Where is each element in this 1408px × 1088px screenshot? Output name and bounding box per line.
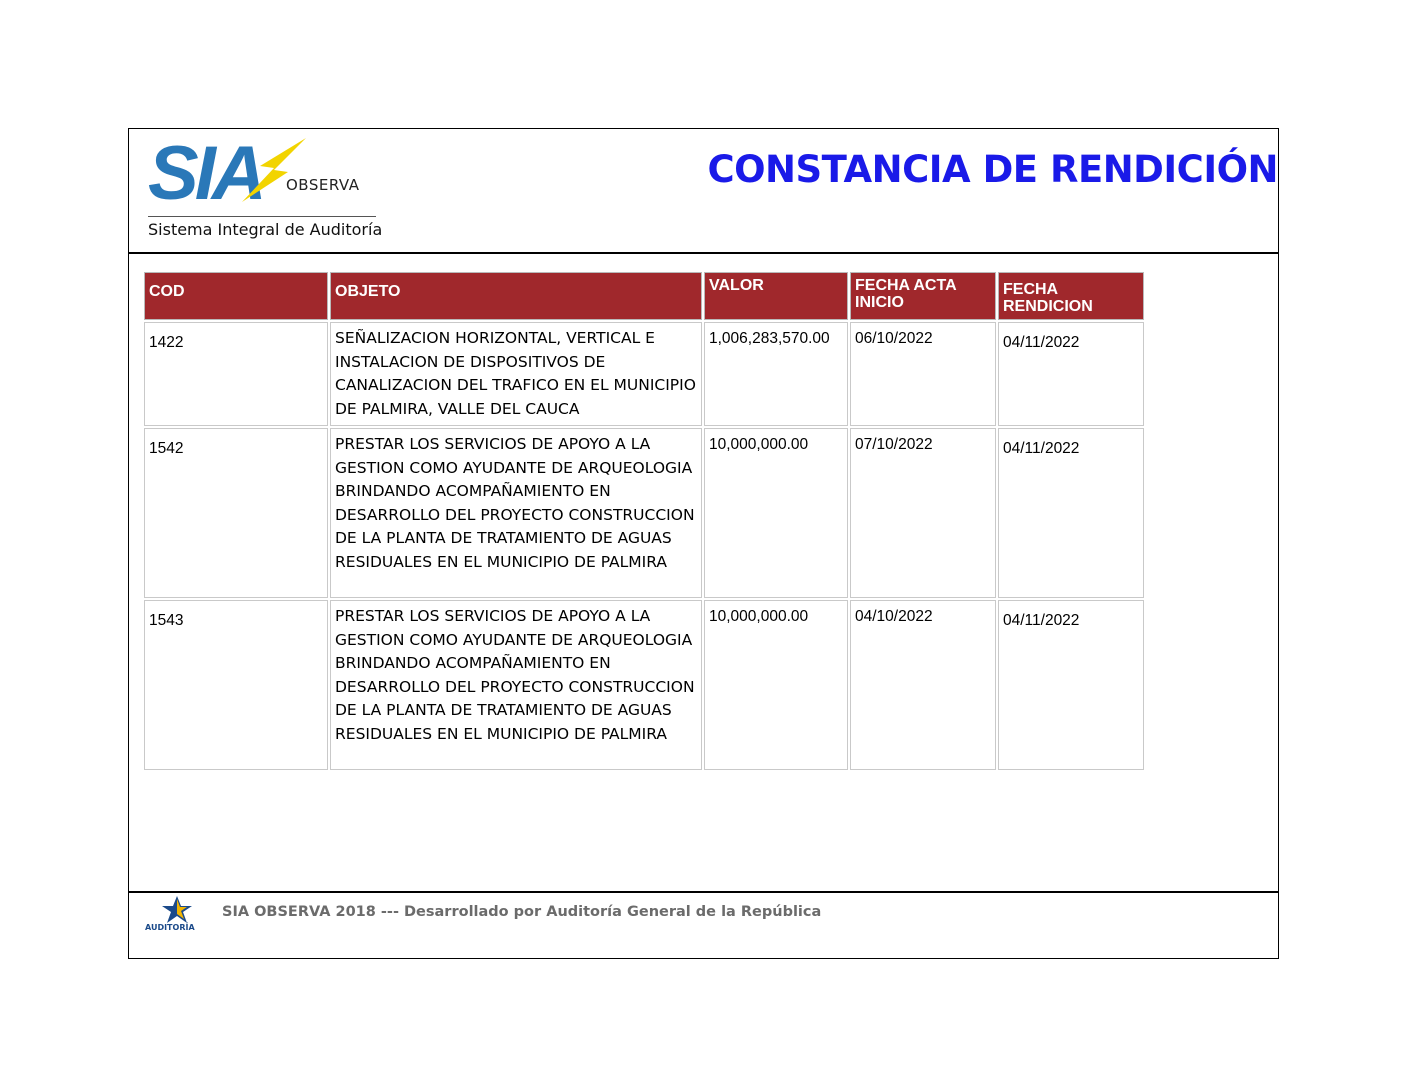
cell-valor: 10,000,000.00 [704,600,848,770]
lightning-bolt-icon [240,136,310,206]
auditoria-logo [145,895,205,945]
cell-cod: 1542 [144,428,328,598]
auditoria-star-icon [157,895,197,925]
sia-observa-logo [148,131,388,244]
header-divider [128,252,1279,254]
column-header-objeto: OBJETO [330,272,702,320]
cell-fecha-rendicion: 04/11/2022 [998,600,1144,770]
cell-cod: 1543 [144,600,328,770]
column-header-fecha-acta-inicio: FECHA ACTA INICIO [850,272,996,320]
column-header-cod: COD [144,272,328,320]
logo-product-text: OBSERVA [286,176,360,194]
auditoria-logo-text: AUDITORÍA [145,923,195,932]
table-header-row [144,272,1144,320]
table-row [144,600,1144,770]
table-row [144,428,1144,598]
cell-objeto: SEÑALIZACION HORIZONTAL, VERTICAL E INSTALACION DE DISPOSITIVOS DE CANALIZACION DEL TRAFICO EN EL MUNICIPIO DE PALMIRA, VALLE DEL CAUCA [330,322,702,426]
cell-fecha-acta-inicio: 07/10/2022 [850,428,996,598]
cell-fecha-acta-inicio: 06/10/2022 [850,322,996,426]
logo-underline [148,216,376,217]
table-row [144,322,1144,426]
rendicion-table [142,270,1146,772]
footer-divider [128,891,1279,893]
logo-subtitle: Sistema Integral de Auditoría [148,220,383,239]
footer-credits: SIA OBSERVA 2018 --- Desarrollado por Auditoría General de la República [222,904,822,920]
cell-cod: 1422 [144,322,328,426]
cell-fecha-rendicion: 04/11/2022 [998,322,1144,426]
cell-valor: 10,000,000.00 [704,428,848,598]
cell-fecha-rendicion: 04/11/2022 [998,428,1144,598]
cell-objeto: PRESTAR LOS SERVICIOS DE APOYO A LA GESTION COMO AYUDANTE DE ARQUEOLOGIA BRINDANDO ACOMPAÑAMIENTO EN DESARROLLO DEL PROYECTO CONSTRUCCION DE LA PLANTA DE TRATAMIENTO DE AGUAS RESIDUALES EN EL MUNICIPIO DE PALMIRA [330,428,702,598]
column-header-fecha-rendicion: FECHA RENDICION [998,272,1144,320]
cell-valor: 1,006,283,570.00 [704,322,848,426]
cell-objeto: PRESTAR LOS SERVICIOS DE APOYO A LA GESTION COMO AYUDANTE DE ARQUEOLOGIA BRINDANDO ACOMPAÑAMIENTO EN DESARROLLO DEL PROYECTO CONSTRUCCION DE LA PLANTA DE TRATAMIENTO DE AGUAS RESIDUALES EN EL MUNICIPIO DE PALMIRA [330,600,702,770]
cell-fecha-acta-inicio: 04/10/2022 [850,600,996,770]
document-title: CONSTANCIA DE RENDICIÓN [707,148,1278,191]
logo-brand-text: SIA [148,131,263,216]
column-header-valor: VALOR [704,272,848,320]
